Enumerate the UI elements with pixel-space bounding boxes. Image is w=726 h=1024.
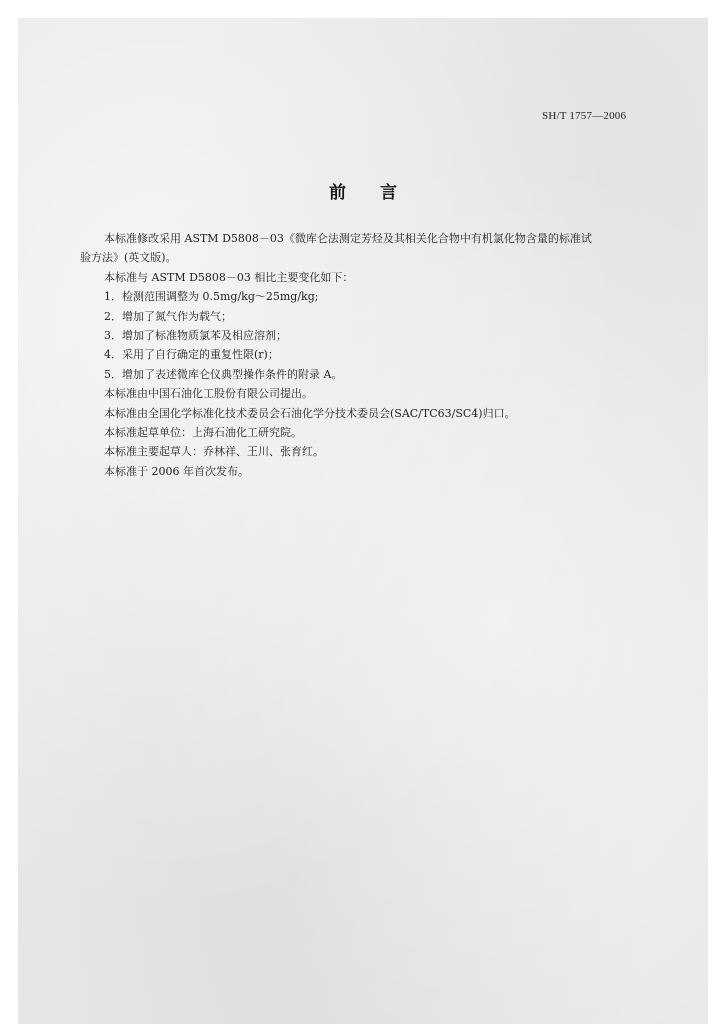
drafters: 本标准主要起草人：乔林祥、王川、张育红。 [104, 445, 324, 459]
intro-line-1: 本标准修改采用 ASTM D5808－03《微库仑法测定芳烃及其相关化合物中有机氯化物含量的标准试 [104, 232, 592, 245]
proposed-by: 本标准由中国石油化工股份有限公司提出。 [104, 387, 313, 401]
change-item: 1．检测范围调整为 0.5mg/kg～25mg/kg; [104, 290, 319, 304]
change-item: 2．增加了氮气作为载气； [104, 309, 232, 323]
change-item: 3．增加了标准物质氯苯及相应溶剂； [104, 329, 287, 343]
changes-intro: 本标准与 ASTM D5808－03 相比主要变化如下： [104, 270, 354, 284]
intro-paragraph [80, 229, 680, 268]
first-issue: 本标准于 2006 年首次发布。 [104, 464, 249, 478]
standard-number: SH/T 1757—2006 [542, 110, 627, 122]
intro-line-2: 验方法》(英文版)。 [80, 251, 177, 265]
drafted-by: 本标准起草单位：上海石油化工研究院。 [104, 426, 302, 440]
page-title: 前言 [329, 183, 431, 203]
change-item: 4．采用了自行确定的重复性限(r)； [104, 348, 279, 362]
foreword-body [80, 229, 680, 481]
managed-by: 本标准由全国化学标准化技术委员会石油化学分技术委员会(SAC/TC63/SC4)归口。 [104, 406, 516, 420]
document-page [18, 18, 708, 1024]
change-item: 5．增加了表述微库仑仪典型操作条件的附录 A。 [104, 367, 343, 381]
